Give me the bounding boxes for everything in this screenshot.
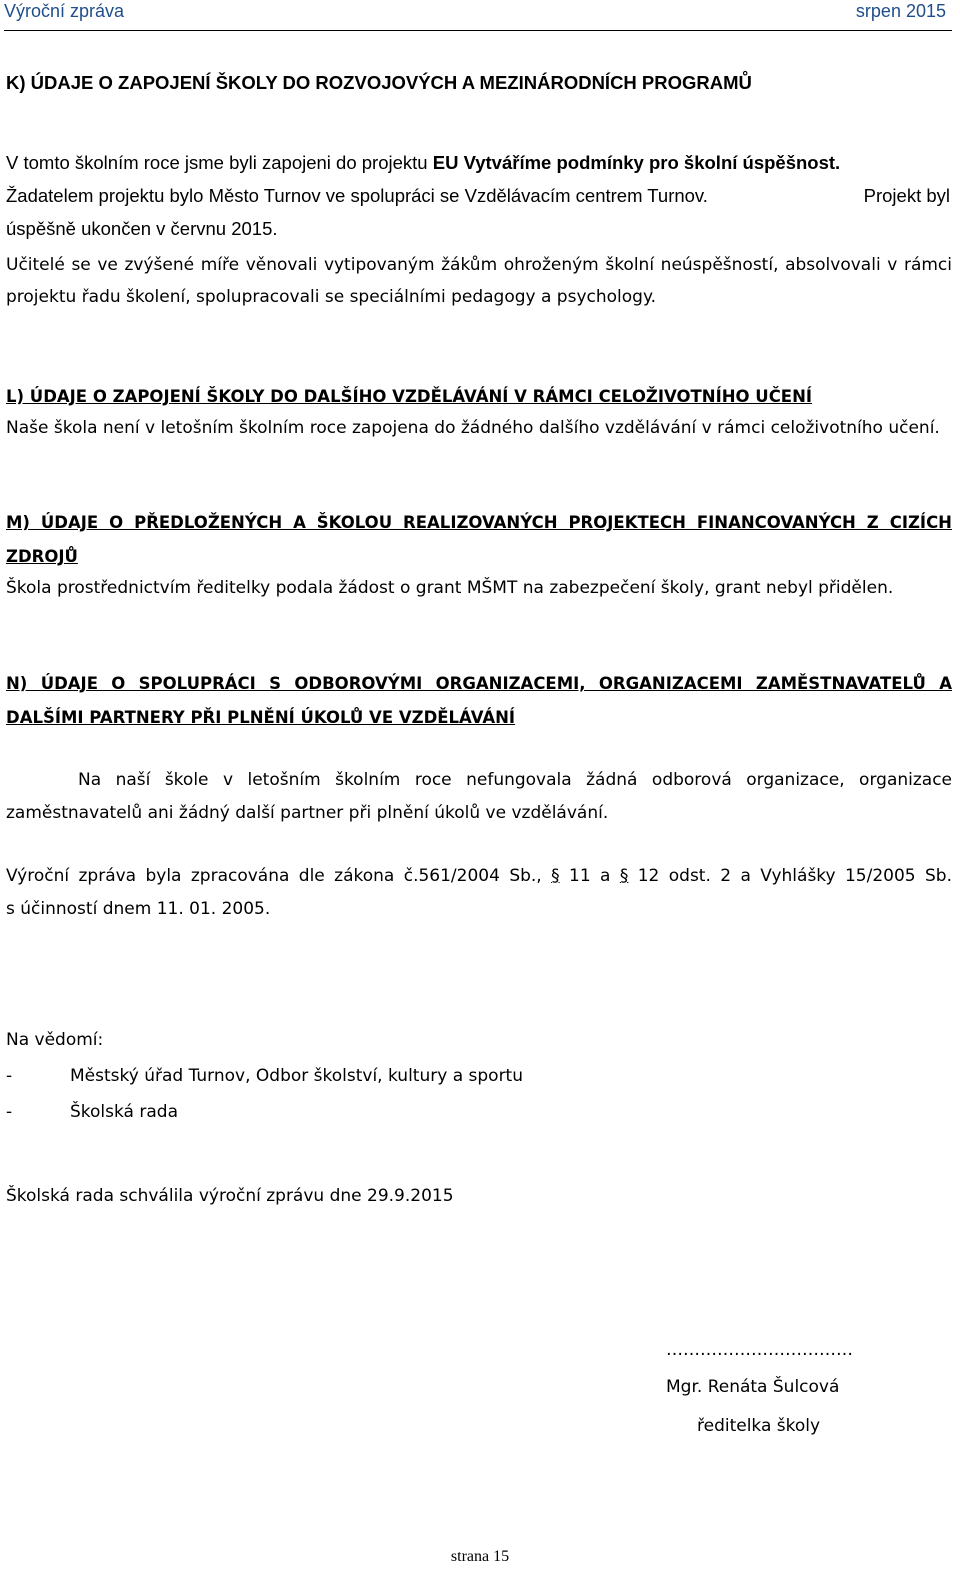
section-k-paragraph2: Učitelé se ve zvýšené míře věnovali vytipovaným žákům ohroženým školní neúspěšností, absolvovali v rámci projektu řadu školení, spolupracovali se speciálními pedagogy a psychology. [6, 255, 952, 307]
section-k-line3: úspěšně ukončen v červnu 2015. [6, 218, 278, 239]
approval-statement: Školská rada schválila výroční zprávu dne 29.9.2015 [6, 1186, 454, 1206]
section-k-body [6, 146, 952, 245]
legal-line2: s účinností dnem 11. 01. 2005. [6, 899, 271, 919]
header-date: srpen 2015 [855, 1, 946, 21]
section-n-text: Na naší škole v letošním školním roce nefungovala žádná odborová organizace, organizace zaměstnavatelů ani žádný další partner při plnění úkolů ve vzdělávání. [6, 770, 952, 823]
page-header [4, 0, 952, 31]
notice-block [6, 1022, 952, 1130]
header-title: Výroční zpráva [4, 1, 125, 21]
notice-item: - Městský úřad Turnov, Odbor školství, kultury a sportu [6, 1066, 523, 1086]
section-l-text: Naše škola není v letošním školním roce zapojena do žádného dalšího vzdělávání v rámci celoživotního učení. [6, 418, 940, 438]
signatory-role: ředitelka školy [697, 1416, 821, 1436]
legal-statement [6, 860, 952, 926]
section-k-line1: V tomto školním roce jsme byli zapojeni do projektu EU Vytváříme podmínky pro školní úspěšnost. [6, 152, 841, 173]
section-k-line2: Žadatelem projektu bylo Město Turnov ve spolupráci se Vzdělávacím centrem Turnov. Projekt byl [6, 185, 950, 206]
notice-label: Na vědomí: [6, 1030, 104, 1050]
signatory-name: Mgr. Renáta Šulcová [666, 1377, 840, 1397]
signature-line: …………………………… [666, 1340, 853, 1360]
notice-item: - Školská rada [6, 1102, 178, 1122]
section-m-text: Škola prostřednictvím ředitelky podala žádost o grant MŠMT na zabezpečení školy, grant nebyl přidělen. [6, 578, 894, 598]
legal-line1: Výroční zpráva byla zpracována dle zákona č.561/2004 Sb., § 11 a § 12 odst. 2 a Vyhlášky 15/2005 Sb. [6, 866, 952, 886]
section-k-heading: K) ÚDAJE O ZAPOJENÍ ŠKOLY DO ROZVOJOVÝCH A MEZINÁRODNÍCH PROGRAMŮ [6, 72, 752, 93]
section-l-heading: L) ÚDAJE O ZAPOJENÍ ŠKOLY DO DALŠÍHO VZDĚLÁVÁNÍ V RÁMCI CELOŽIVOTNÍHO UČENÍ [6, 387, 813, 406]
project-name: EU Vytváříme podmínky pro školní úspěšnost. [432, 152, 841, 173]
page-number: strana 15 [450, 1548, 510, 1565]
section-m-heading: M) ÚDAJE O PŘEDLOŽENÝCH A ŠKOLOU REALIZOVANÝCH PROJEKTECH FINANCOVANÝCH Z CIZÍCH ZDROJŮ [6, 513, 952, 566]
section-n-heading: N) ÚDAJE O SPOLUPRÁCI S ODBOROVÝMI ORGANIZACEMI, ORGANIZACEMI ZAMĚSTNAVATELŮ A DALŠÍMI PARTNERY PŘI PLNĚNÍ ÚKOLŮ VE VZDĚLÁVÁNÍ [6, 674, 952, 727]
